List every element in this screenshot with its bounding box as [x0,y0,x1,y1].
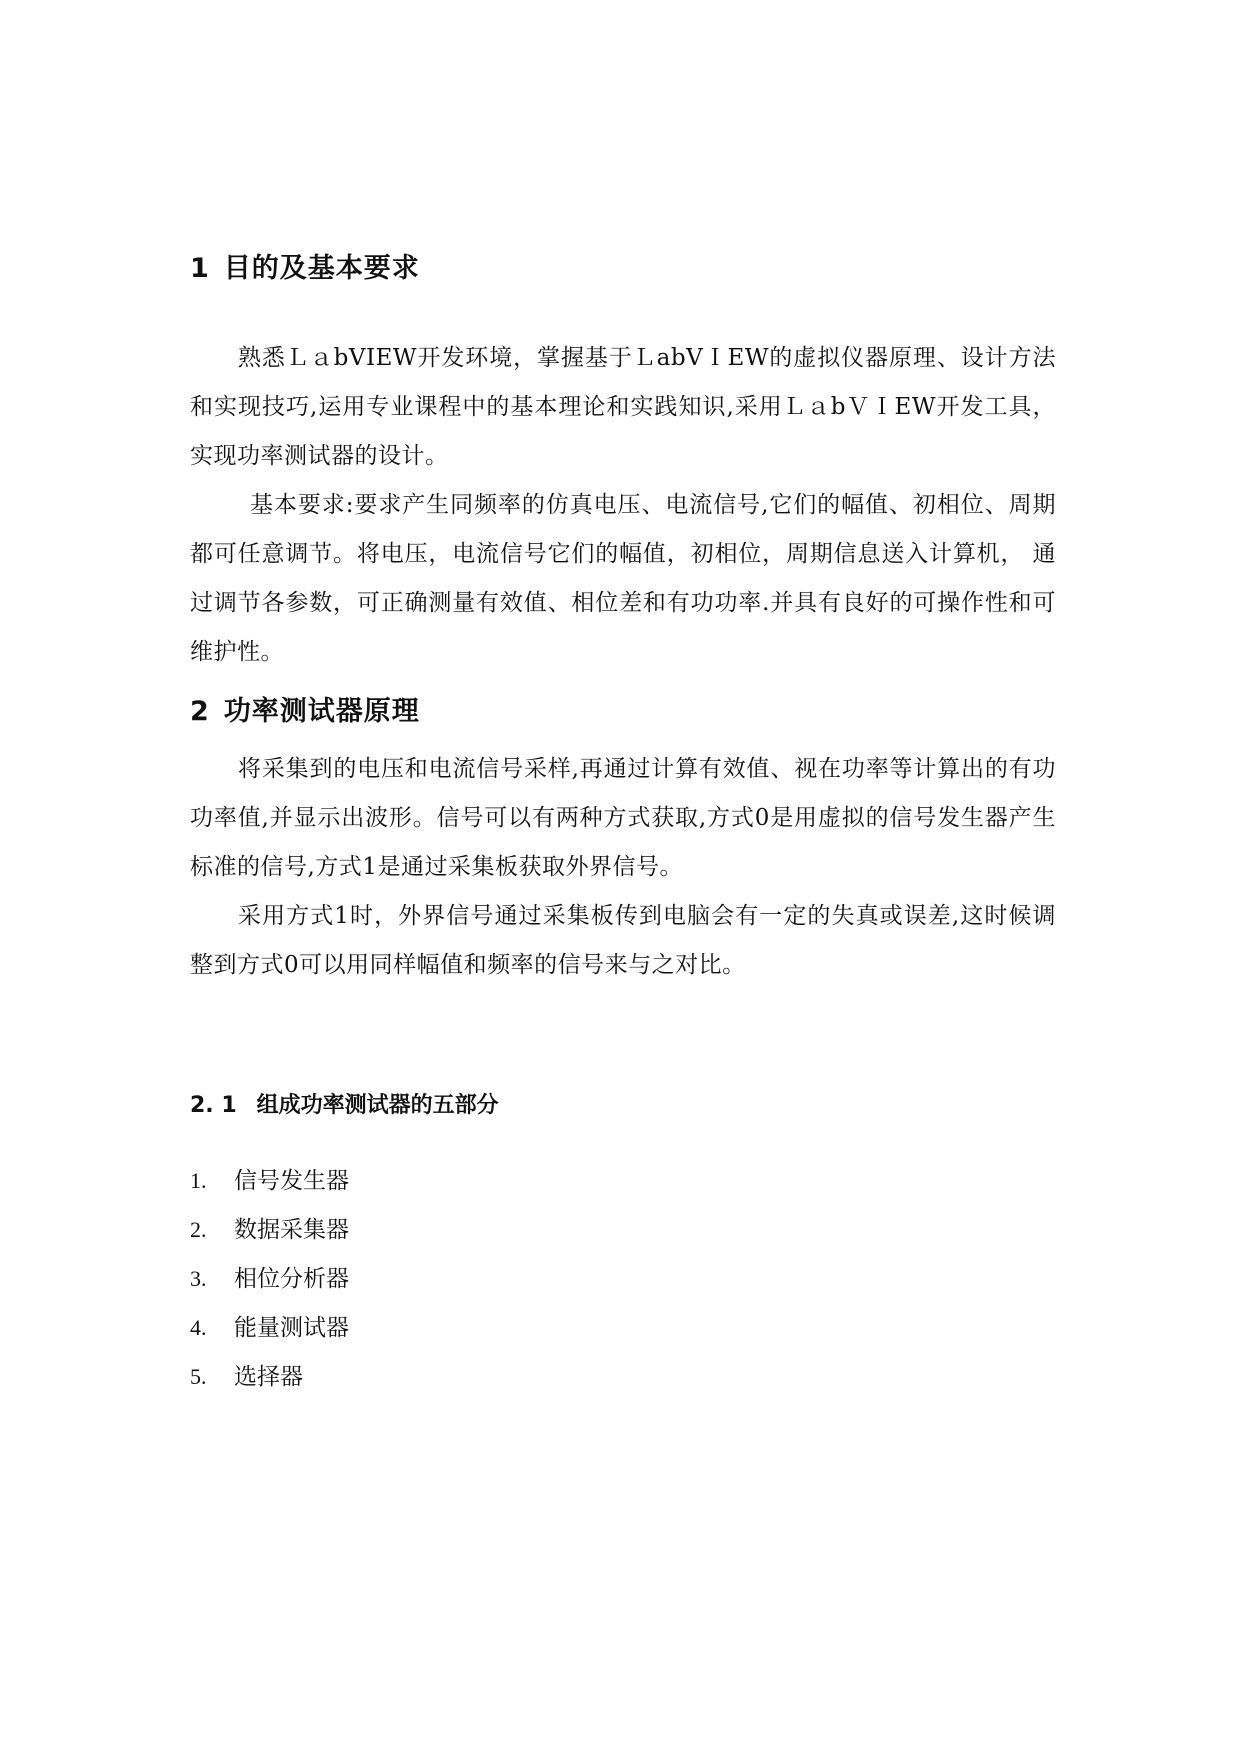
list-item-text: 能量测试器 [234,1315,349,1341]
list-item-index: 3. [190,1266,207,1291]
list-item-text: 信号发生器 [234,1168,349,1194]
list-item [190,1163,349,1212]
list-item-text: 相位分析器 [234,1266,349,1292]
section-2-1-title: 组成功率测试器的五部分 [256,1093,499,1118]
list-item-index: 5. [190,1364,207,1389]
list-item [190,1261,349,1310]
list-item-index: 4. [190,1315,207,1340]
list-item [190,1310,349,1359]
list-item-text: 数据采集器 [234,1217,349,1243]
section-1-heading [190,252,420,286]
list-item-text: 选择器 [234,1364,303,1390]
list-item [190,1212,349,1261]
section-1-number: 1 [190,253,210,284]
section-2-heading [190,695,420,729]
section-2-1-heading [190,1091,499,1121]
section-1-paragraph-1: 熟悉ＬａbVIEW开发环境，掌握基于ＬabVＩEW的虚拟仪器原理、设计方法和实现技巧,运用专业课程中的基本理论和实践知识,采用ＬａbＶＩEW开发工具，实现功率测试器的设计。 [190,345,1056,469]
section-2-paragraph-1: 将采集到的电压和电流信号采样,再通过计算有效值、视在功率等计算出的有功功率值,并显示出波形。信号可以有两种方式获取,方式0是用虚拟的信号发生器产生标准的信号,方式1是通过采集板获取外界信号。 [190,756,1056,880]
section-1-title: 目的及基本要求 [223,253,420,284]
list-item [190,1359,349,1408]
section-1-paragraph-2: 基本要求:要求产生同频率的仿真电压、电流信号,它们的幅值、初相位、周期都可任意调节。将电压，电流信号它们的幅值，初相位，周期信息送入计算机， 通过调节各参数，可正确测量有效值、相位差和有功功率.并具有良好的可操作性和可维护性。 [190,492,1056,665]
section-2-title: 功率测试器原理 [223,696,420,727]
list-item-index: 1. [190,1168,207,1193]
section-2-1-number: 2. 1 [190,1093,237,1118]
list-item-index: 2. [190,1217,207,1242]
section-2-paragraph-2: 采用方式1时，外界信号通过采集板传到电脑会有一定的失真或误差,这时候调整到方式0可以用同样幅值和频率的信号来与之对比。 [190,903,1056,978]
section-2-number: 2 [190,696,210,727]
components-list [190,1163,349,1408]
